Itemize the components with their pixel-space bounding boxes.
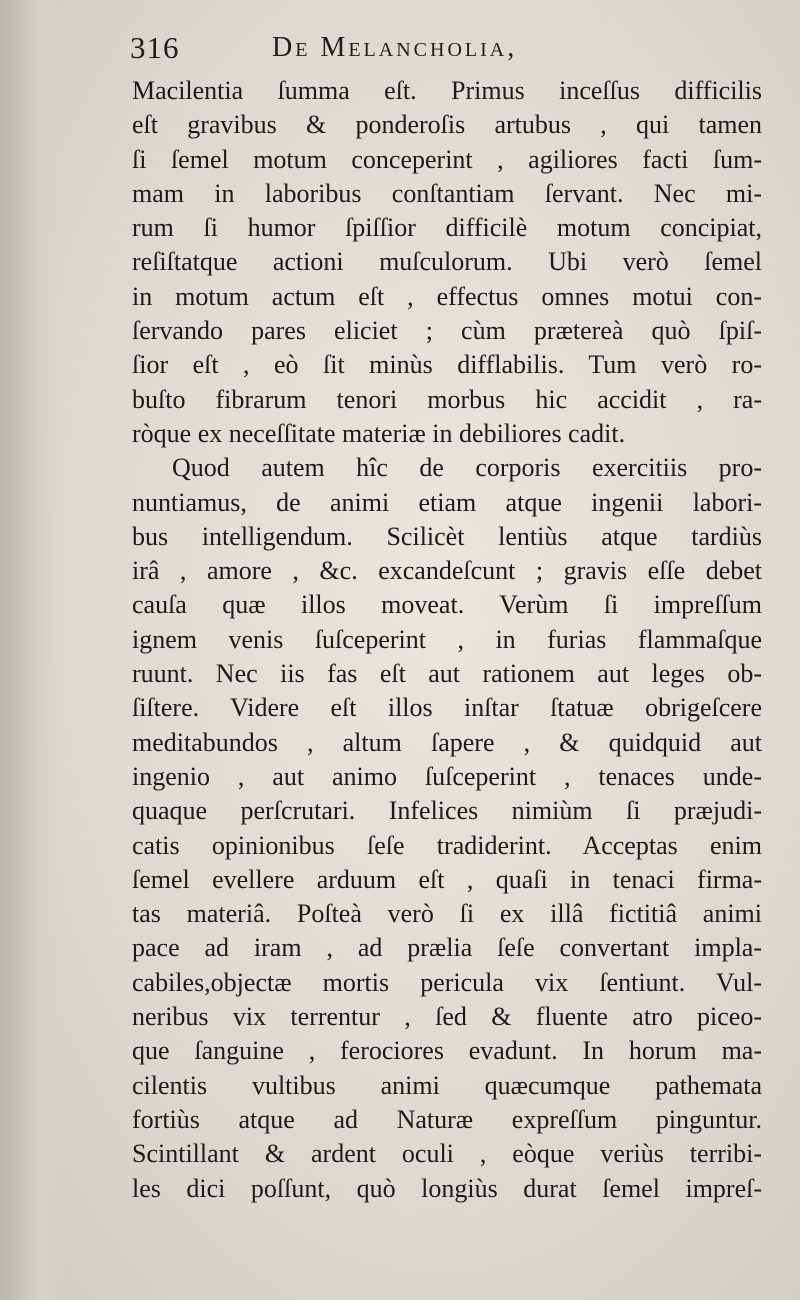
text-line: tas materiâ. Poſteà verò ſi ex illâ fictitiâ animi xyxy=(132,899,762,929)
paragraph-first-line: Quod autem hîc de corporis exercitiis pro- xyxy=(172,453,762,483)
text-line: rum ſi humor ſpiſſior difficilè motum concipiat, xyxy=(132,213,762,243)
text-line: catis opinionibus ſeſe tradiderint. Acceptas enim xyxy=(132,830,762,860)
text-line: ſemel evellere arduum eſt , quaſi in tenaci firma- xyxy=(132,864,762,894)
text-line: cauſa quæ illos moveat. Verùm ſi impreſſum xyxy=(132,590,762,620)
text-line: ſior eſt , eò ſit minùs difflabilis. Tum verò ro- xyxy=(132,350,762,380)
running-title: De Melancholia, xyxy=(272,32,518,63)
text-line: neribus vix terrentur , ſed & fluente atro piceo- xyxy=(132,1002,762,1032)
text-line: ſi ſemel motum conceperint , agiliores facti ſum- xyxy=(132,144,762,174)
text-line: reſiſtatque actioni muſculorum. Ubi verò ſemel xyxy=(132,247,762,277)
body-text xyxy=(132,74,762,1206)
text-line: irâ , amore , &c. excandeſcunt ; gravis eſſe debet xyxy=(132,556,762,586)
text-line: ruunt. Nec iis fas eſt aut rationem aut leges ob- xyxy=(132,659,762,689)
text-line: Macilentia ſumma eſt. Primus inceſſus difficilis xyxy=(132,76,762,105)
text-line: pace ad iram , ad prælia ſeſe convertant impla- xyxy=(132,933,762,963)
text-line: Scintillant & ardent oculi , eòque veriùs terribi- xyxy=(132,1139,762,1169)
text-line: ſervando pares eliciet ; cùm prætereà quò ſpiſ- xyxy=(132,316,762,346)
running-header xyxy=(130,30,770,70)
text-line: fortiùs atque ad Naturæ expreſſum pinguntur. xyxy=(132,1104,762,1134)
page-number: 316 xyxy=(130,30,180,65)
text-line: buſto fibrarum tenori morbus hic accidit , ra- xyxy=(132,384,762,414)
text-line: cilentis vultibus animi quæcumque pathemata xyxy=(132,1070,762,1100)
text-line: ingenio , aut animo ſuſceperint , tenaces unde- xyxy=(132,761,762,791)
text-line: cabiles,objectæ mortis pericula vix ſentiunt. Vul- xyxy=(132,967,762,997)
text-line: ignem venis ſuſceperint , in furias flammaſque xyxy=(132,624,762,654)
text-line: que ſanguine , ferociores evadunt. In horum ma- xyxy=(132,1036,762,1066)
text-line: meditabundos , altum ſapere , & quidquid aut xyxy=(132,727,762,757)
text-line: ròque ex neceſſitate materiæ in debiliores cadit. xyxy=(132,418,626,448)
text-line: nuntiamus, de animi etiam atque ingenii labori- xyxy=(132,487,762,517)
text-line: quaque perſcrutari. Infelices nimiùm ſi præjudi- xyxy=(132,796,762,826)
text-line: les dici poſſunt, quò longiùs durat ſemel impreſ- xyxy=(132,1173,762,1203)
text-line: in motum actum eſt , effectus omnes motui con- xyxy=(132,281,762,311)
page-gutter-shadow xyxy=(0,0,60,1300)
text-line: eſt gravibus & ponderoſis artubus , qui tamen xyxy=(132,110,762,140)
text-line: ſiſtere. Videre eſt illos inſtar ſtatuæ obrigeſcere xyxy=(132,693,762,723)
text-line: mam in laboribus conſtantiam ſervant. Nec mi- xyxy=(132,178,762,208)
text-line: bus intelligendum. Scilicèt lentiùs atque tardiùs xyxy=(132,521,762,551)
